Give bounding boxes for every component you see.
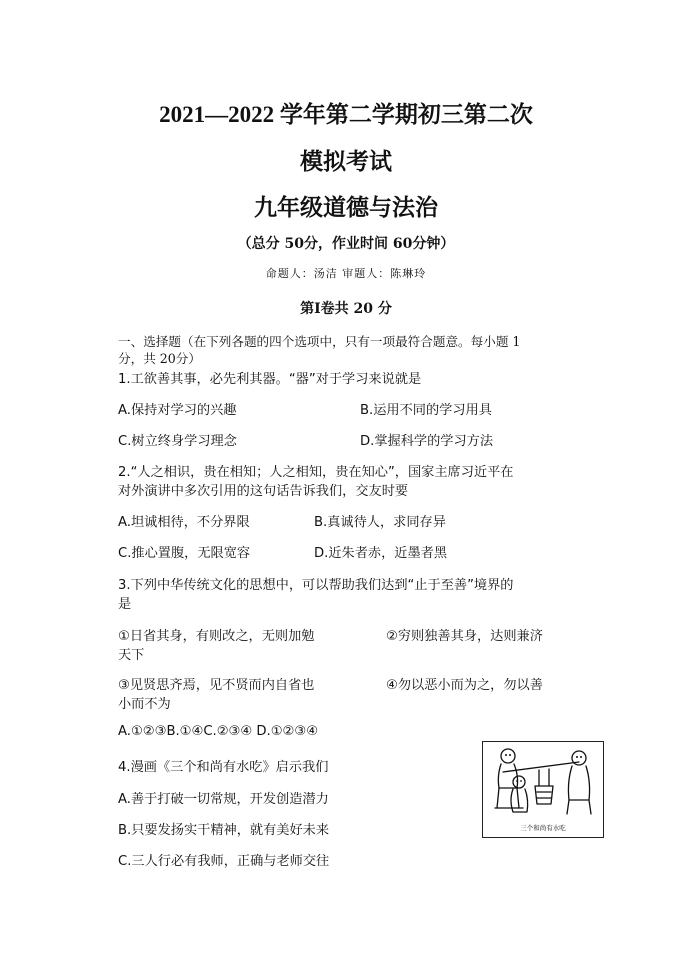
options-line: A.①②③B.①④C.②③④ D.①②③④: [118, 724, 319, 739]
item-2-line2: 天下: [118, 648, 145, 663]
option-d: D.掌握科学的学习方法: [360, 434, 494, 449]
item-4-line2: 小而不为: [118, 697, 171, 712]
instructions-line1: 一、选择题（在下列各题的四个选项中，只有一项最符合题意。每小题 1: [118, 334, 521, 349]
score-info: （总分 50分，作业时间 60分钟）: [237, 236, 455, 252]
option-a: A.保持对学习的兴趣: [118, 403, 237, 418]
author-line: 命题人：汤洁 审题人：陈琳玲: [265, 267, 427, 280]
item-3: ③见贤思齐焉，见不贤而内自省也: [118, 678, 315, 693]
question-stem-line1: 3.下列中华传统文化的思想中，可以帮助我们达到“止于至善”境界的: [118, 578, 514, 593]
option-c: C.树立终身学习理念: [118, 434, 237, 449]
option-b: B.真诚待人，求同存异: [314, 515, 446, 530]
cartoon-caption: 三个和尚有水吃: [520, 824, 566, 832]
instructions-line2: 分，共 20分）: [118, 351, 201, 366]
exam-title-line1: 2021—2022 学年第二学期初三第二次: [159, 102, 533, 127]
option-c: C.推心置腹，无限宽容: [118, 546, 251, 561]
exam-title-line3: 九年级道德与法治: [254, 195, 438, 220]
option-d: D.近朱者赤，近墨者黑: [314, 546, 448, 561]
option-b: B.只要发扬实干精神，就有美好未来: [118, 823, 330, 838]
option-b: B.运用不同的学习用具: [360, 403, 492, 418]
question-stem-line1: 2.“人之相识，贵在相知；人之相知，贵在知心”，国家主席习近平在: [118, 465, 514, 480]
item-2-line1: ②穷则独善其身，达则兼济: [386, 629, 543, 644]
question-stem-line2: 对外演讲中多次引用的这句话告诉我们，交友时要: [118, 484, 409, 499]
question-stem-line2: 是: [118, 597, 132, 612]
option-a: A.善于打破一切常规，开发创造潜力: [118, 792, 329, 807]
section-heading: 第Ⅰ卷共 20 分: [300, 301, 392, 317]
option-c: C.三人行必有我师，正确与老师交往: [118, 854, 330, 869]
question-stem: 1.工欲善其事，必先利其器。“器”对于学习来说就是: [118, 372, 422, 387]
monks-cartoon-drawing: [483, 742, 603, 822]
option-a: A.坦诚相待，不分界限: [118, 515, 250, 530]
item-1: ①日省其身，有则改之，无则加勉: [118, 629, 315, 644]
question-stem: 4.漫画《三个和尚有水吃》启示我们: [118, 760, 329, 775]
item-4-line1: ④勿以恶小而为之，勿以善: [386, 678, 543, 693]
exam-title-line2: 模拟考试: [300, 149, 392, 174]
